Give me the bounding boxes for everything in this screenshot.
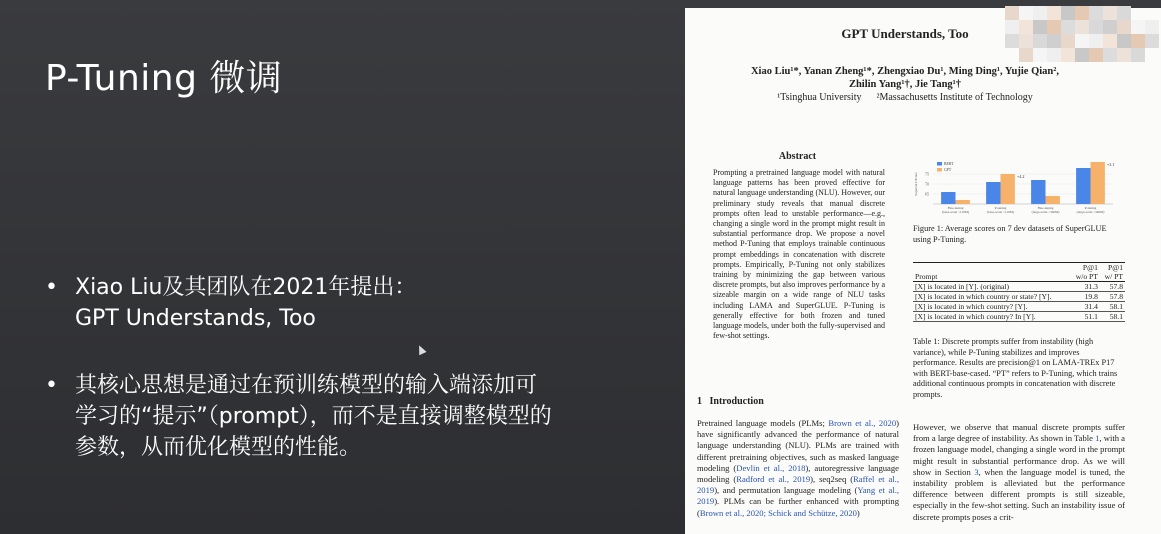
- chart-ylabel: SuperGLUE dev: [914, 172, 918, 196]
- table-row: [913, 282, 1125, 292]
- paper-authors: Xiao Liu¹*, Yanan Zheng¹*, Zhengxiao Du¹, Ming Ding¹, Yujie Qian²,: [750, 66, 1060, 77]
- pixel-block: [1103, 34, 1117, 48]
- chart-xtick: (large-scale ~340M): [1031, 210, 1060, 214]
- pixel-block: [1005, 34, 1019, 48]
- abstract-heading: Abstract: [778, 151, 817, 162]
- intro-text-part: ), autoregressive language modeling (: [697, 462, 899, 485]
- mouse-cursor-icon: [415, 344, 426, 356]
- intro-text-part: ): [856, 507, 860, 518]
- pixel-block: [1089, 6, 1103, 20]
- chart-xtick: P-tuning: [1084, 206, 1097, 210]
- right-text-part: However, we observe that manual discrete prompts suffer from a large degree of instability. As shown in Table: [913, 422, 1125, 444]
- bullet-marker: •: [45, 373, 58, 398]
- chart-annotation: +4.2: [1016, 174, 1025, 179]
- table-cell: 19.8: [1084, 292, 1098, 301]
- pixel-block: [1103, 20, 1117, 34]
- table-1: [913, 262, 1125, 322]
- table-cell: 31.3: [1084, 282, 1098, 291]
- intro-text-part: ), seq2seq (: [810, 474, 854, 485]
- paper-title: GPT Understands, Too: [841, 26, 969, 41]
- abstract-text: Prompting a pretrained language model with natural language patterns has been proved effective for natural language understanding (NLU). However, our preliminary study reveals that manual discrete prompts often lead to unstable performance—e.g., changing a single word in the prompt might result in substantial performance drop. We propose a novel method P-Tuning that employs trainable continuous prompt embeddings in concatenation with discrete prompts. Empirically, P-Tuning not only stabilizes training by minimizing the gap between various discrete prompts, but also improves performance by a sizeable margin on a wide range of NLU tasks including LAMA and SuperGLUE. P-Tuning is generally effective for both frozen and tuned language models, under both the fully-supervised and few-shot settings.: [713, 168, 885, 341]
- pixel-block: [1075, 34, 1089, 48]
- chart-xtick: P-tuning: [994, 206, 1007, 210]
- figure-1-chart: [913, 154, 1123, 226]
- pixel-block: [1019, 6, 1033, 20]
- pixel-block: [1047, 6, 1061, 20]
- pixel-block: [1033, 20, 1047, 34]
- section-ref-link[interactable]: 3: [974, 466, 979, 477]
- pixel-block: [1047, 20, 1061, 34]
- pixel-block: [1075, 6, 1089, 20]
- chart-xtick: (base-scale ~110M): [987, 210, 1014, 214]
- citation-link[interactable]: Radford et al., 2019: [736, 474, 811, 485]
- table-caption: Table 1: Discrete prompts suffer from instability (high variance), while P-Tuning stabilizes and improves performance. Results are precision@1 on LAMA-TREx P17 with BERT-base-cased. “PT” refers to P-Tuning, which trains additional continuous prompts in concatenation with discrete prompts.: [913, 337, 1118, 399]
- pixel-block: [1089, 20, 1103, 34]
- table-cell: 57.8: [1109, 282, 1123, 291]
- slide-title: P-Tuning 微调: [45, 58, 283, 99]
- bullet-2-text: 其核心思想是通过在预训练模型的输入端添加可学习的“提示”（prompt），而不是直接调整模型的参数，从而优化模型的性能。: [75, 373, 552, 460]
- pixel-block: [1019, 34, 1033, 48]
- chart-bar: [986, 182, 1000, 204]
- citation-link[interactable]: Raffel et al., 2019: [697, 474, 899, 496]
- table-cell: 57.8: [1109, 292, 1123, 301]
- paper-authors-2: Zhilin Yang¹†, Jie Tang¹†: [848, 79, 962, 90]
- paper-page: [685, 8, 1161, 534]
- pixel-block: [1131, 20, 1145, 34]
- chart-bar: [1091, 162, 1105, 204]
- table-cell: 58.1: [1109, 312, 1123, 321]
- chart-ytick: 75: [925, 171, 929, 177]
- citation-link[interactable]: Brown et al., 2020: [828, 418, 897, 428]
- legend-label: GPT: [944, 168, 952, 172]
- pixel-block: [1033, 34, 1047, 48]
- pixel-block: [1117, 20, 1131, 34]
- chart-xtick: (large-scale ~340M): [1076, 210, 1105, 214]
- intro-text-part: Pretrained language models (PLMs;: [697, 418, 829, 428]
- table-row: [913, 292, 1125, 302]
- pixel-block: [1089, 34, 1103, 48]
- pixel-block: [1033, 6, 1047, 20]
- chart-xtick: Fine-tuning: [947, 206, 964, 210]
- table-cell: [X] is located in which country? [Y].: [915, 302, 1028, 311]
- table-ref-link[interactable]: 1: [1095, 433, 1100, 444]
- right-text-part: , with a frozen language model, changing a single word in the prompt might result in substantial performance drop. As we will show in Section: [913, 433, 1125, 477]
- table-row: [913, 302, 1125, 312]
- intro-text-part: ), and permutation language modeling (: [714, 485, 858, 496]
- pixel-block: [1145, 20, 1159, 34]
- pixel-block: [1061, 20, 1075, 34]
- pixel-block: [1047, 48, 1061, 62]
- right-column-text: [913, 422, 1125, 523]
- chart-annotation: +3.1: [1106, 162, 1115, 167]
- pixel-block: [1131, 48, 1145, 62]
- right-text-part: , when the language model is tuned, the instability problem is alleviated but the performance difference between different prompts is still sizeable, especially in the few-shot setting. Such an instability issue of discrete prompts poses a crit-: [913, 466, 1125, 522]
- pixel-block: [1005, 20, 1019, 34]
- intro-text-part: ) have significantly advanced the performance of natural language understanding (NLU). PLMs are trained with different pretraining objectives, such as masked language modeling (: [697, 418, 899, 473]
- table-cell: 31.4: [1084, 302, 1098, 311]
- table-cell: [X] is located in [Y]. (original): [915, 282, 1010, 291]
- pixel-block: [1089, 48, 1103, 62]
- chart-bar: [1046, 196, 1060, 204]
- pixel-block: [1047, 34, 1061, 48]
- pixel-block: [1117, 6, 1131, 20]
- intro-text: [697, 418, 899, 519]
- pixel-block: [1061, 6, 1075, 20]
- pixelated-overlay: [1005, 6, 1161, 62]
- chart-bar: [941, 192, 955, 204]
- pixel-block: [1061, 48, 1075, 62]
- pixel-block: [1145, 34, 1159, 48]
- pixel-block: [1103, 48, 1117, 62]
- pixel-block: [1005, 6, 1019, 20]
- bullet-2: [45, 370, 605, 463]
- citation-link[interactable]: Devlin et al., 2018: [736, 462, 806, 473]
- table-cell: 51.1: [1084, 312, 1098, 321]
- table-header-cell: P@1 w/o PT: [1075, 263, 1098, 281]
- chart-xtick: Fine-tuning: [1037, 206, 1054, 210]
- table-header-row: [913, 263, 1125, 282]
- bullet-1: [45, 272, 465, 334]
- bullet-1-text: Xiao Liu及其团队在2021年提出： GPT Understands, Too: [75, 275, 417, 331]
- citation-link[interactable]: Brown et al., 2020; Schick and Schütze, 2020: [699, 507, 857, 518]
- pixel-block: [1117, 48, 1131, 62]
- table-cell: [X] is located in which country? In [Y].: [915, 312, 1036, 321]
- pixel-block: [1131, 34, 1145, 48]
- paper-affiliation: ¹Tsinghua University ²Massachusetts Institute of Technology: [777, 92, 1033, 103]
- figure-caption: Figure 1: Average scores on 7 dev datasets of SuperGLUE using P-Tuning.: [913, 224, 1107, 244]
- chart-bar: [1031, 180, 1045, 204]
- legend-swatch: [937, 162, 942, 166]
- chart-ytick: 70: [925, 181, 929, 187]
- pixel-block: [1075, 48, 1089, 62]
- table-cell: 58.1: [1109, 302, 1123, 311]
- pixel-block: [1019, 20, 1033, 34]
- chart-ytick: 65: [925, 191, 929, 197]
- table-header-cell: P@1 w/ PT: [1104, 263, 1123, 281]
- legend-swatch: [937, 168, 942, 172]
- chart-xtick: (base-scale ~110M): [942, 210, 969, 214]
- pixel-block: [1103, 6, 1117, 20]
- chart-bar: [1001, 174, 1015, 204]
- pixel-block: [1117, 34, 1131, 48]
- chart-bar: [1076, 168, 1090, 204]
- intro-text-part: ). PLMs can be further enhanced with prompting (: [697, 496, 899, 518]
- pixel-block: [1019, 48, 1033, 62]
- table-row: [913, 312, 1125, 322]
- pixel-block: [1061, 34, 1075, 48]
- intro-heading: 1 Introduction: [697, 396, 764, 407]
- pixel-block: [1075, 20, 1089, 34]
- table-cell: [X] is located in which country or state? [Y].: [915, 292, 1052, 301]
- legend-label: BERT: [944, 162, 954, 166]
- citation-link[interactable]: Yang et al., 2019: [697, 485, 899, 507]
- chart-bar: [956, 200, 970, 204]
- bullet-marker: •: [45, 275, 58, 300]
- table-header-cell: Prompt: [915, 272, 938, 281]
- pixel-block: [1033, 48, 1047, 62]
